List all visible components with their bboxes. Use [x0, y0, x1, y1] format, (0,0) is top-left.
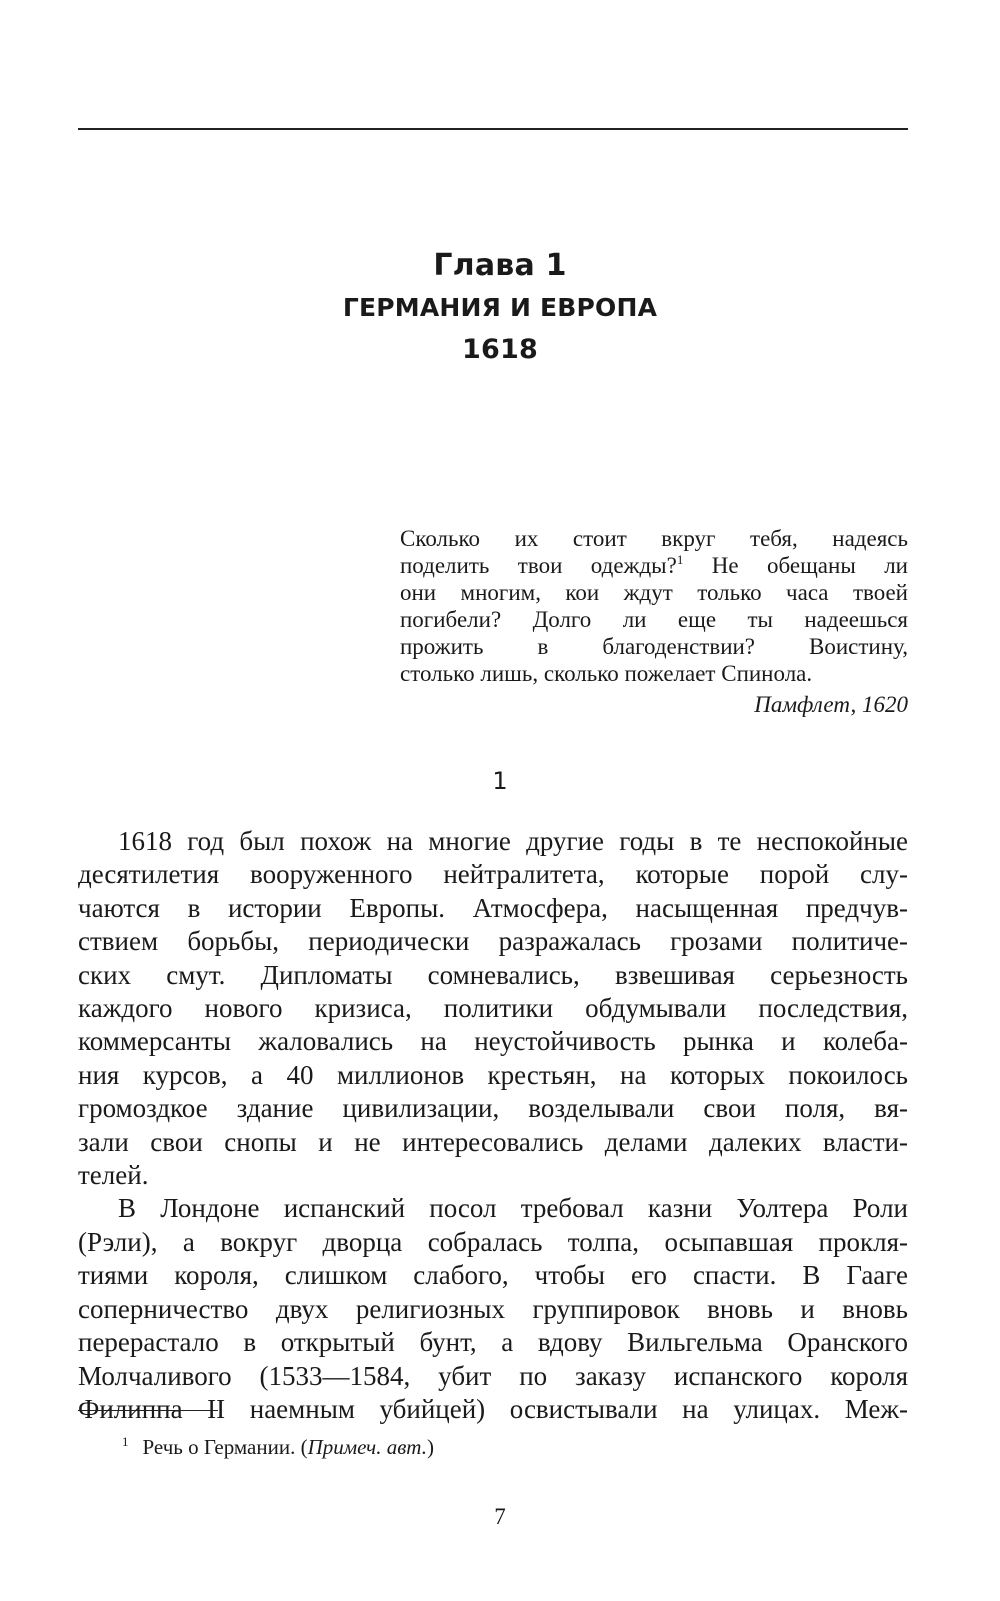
chapter-title: ГЕРМАНИЯ И ЕВРОПА [342, 293, 658, 322]
epigraph-line-part: Не обещаны ли [683, 553, 908, 578]
footnote-close: ) [426, 1435, 434, 1459]
paragraph [78, 1192, 908, 1426]
text-line: Молчаливого (1533—1584, убит по заказу испанского короля [78, 1360, 908, 1391]
paragraph [78, 825, 908, 1192]
epigraph-line: Сколько их стоит вкруг тебя, надеясь [400, 526, 908, 551]
text-line: 1618 год был похож на многие другие годы в те неспокойные [118, 826, 908, 856]
epigraph-line: прожить в благоденствии? Воистину, [400, 634, 908, 659]
epigraph-line: погибели? Долго ли еще ты надеешься [400, 607, 908, 632]
text-line: Филиппа II наемным убийцей) освистывали на улицах. Меж- [78, 1393, 908, 1424]
text-line: перерастало в открытый бунт, а вдову Вильгельма Оранского [78, 1327, 908, 1358]
text-line: телей. [78, 1160, 149, 1191]
section-number: 1 [492, 767, 508, 795]
text-line: зали свои снопы и не интересовались делами далеких власти- [78, 1126, 908, 1157]
text-line: тиями короля, слишком слабого, чтобы его спасти. В Гааге [78, 1260, 908, 1291]
text-line: (Рэли), а вокруг дворца собралась толпа, осыпавшая прокля- [78, 1226, 908, 1257]
footnote-text: Речь о Германии. ( [142, 1435, 308, 1459]
footnote-marker: 1 [676, 552, 684, 567]
page-number: 7 [494, 1504, 506, 1529]
text-line: ния курсов, а 40 миллионов крестьян, на которых покоилось [78, 1059, 908, 1090]
chapter-year: 1618 [462, 334, 538, 365]
text-line: громоздкое здание цивилизации, возделывали свои поля, вя- [78, 1093, 908, 1124]
text-line: коммерсанты жаловались на неустойчивость рынка и колеба- [78, 1026, 908, 1057]
epigraph-line-part: поделить твои одежды? [400, 553, 677, 578]
text-line: В Лондоне испанский посол требовал казни Уолтера Роли [118, 1193, 908, 1224]
epigraph-line: они многим, кои ждут только часа твоей [400, 580, 908, 605]
footnote-number: 1 [122, 1434, 129, 1449]
text-line: соперничество двух религиозных группировок вновь и вновь [78, 1293, 908, 1324]
text-line: каждого нового кризиса, политики обдумывали последствия, [78, 993, 908, 1024]
epigraph-line [400, 552, 908, 579]
text-line: чаются в истории Европы. Атмосфера, насыщенная предчув- [78, 892, 908, 923]
footnote-note: Примеч. авт. [307, 1435, 427, 1459]
text-line: ских смут. Дипломаты сомневались, взвешивая серьезность [78, 959, 908, 990]
header-rule [78, 128, 908, 130]
epigraph [400, 525, 908, 718]
text-line: ствием борьбы, периодически разражалась грозами политиче- [78, 926, 908, 957]
text-line: десятилетия вооруженного нейтралитета, которые порой слу- [78, 859, 908, 890]
chapter-label: Глава 1 [433, 248, 567, 283]
epigraph-source: Памфлет, 1620 [754, 692, 908, 717]
footnote-rule [78, 1410, 218, 1411]
body-text [78, 825, 908, 1426]
footnote [122, 1434, 434, 1460]
epigraph-line: столько лишь, сколько пожелает Спинола. [400, 661, 813, 686]
